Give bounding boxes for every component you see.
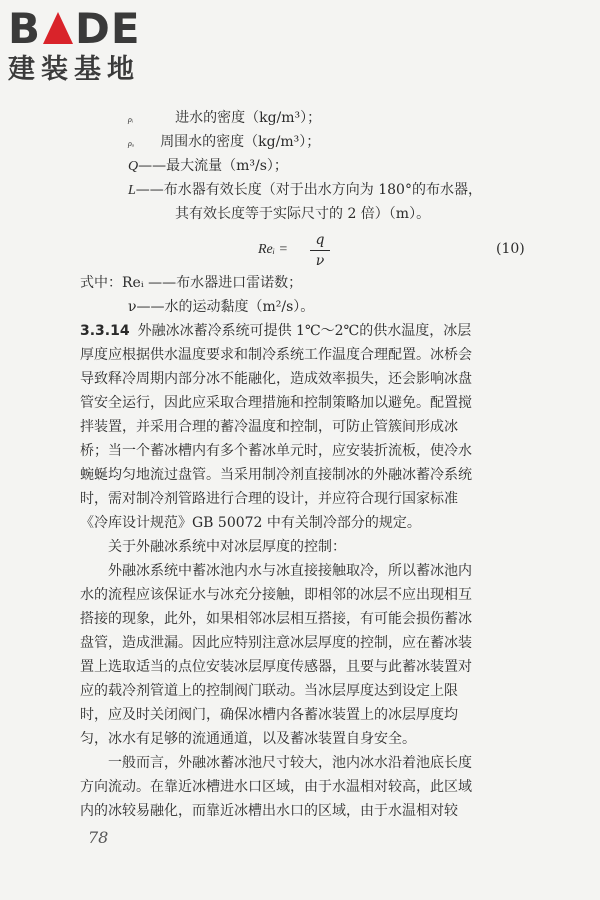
- body-line: 桥；当一个蓄冰槽内有多个蓄冰单元时，应安装折流板，使冷水: [80, 443, 472, 459]
- logo-letters-de: DE: [75, 4, 141, 53]
- body-line: 拌装置，并采用合理的蓄冷温度和控制，可防止管簇间形成冰: [80, 419, 458, 435]
- body-line: 管安全运行，因此应采取合理措施和控制策略加以避免。配置搅: [80, 395, 472, 411]
- equation-numerator: q: [315, 232, 325, 248]
- fraction-bar: [310, 250, 330, 251]
- equation-lhs: Reᵢ =: [258, 242, 288, 257]
- equation-denominator: ν: [315, 253, 325, 269]
- body-line: 时，应及时关闭阀门，确保冰槽内各蓄冰装置上的冰层厚度均: [80, 707, 458, 723]
- logo-wordmark: [8, 6, 178, 52]
- body-line: 《冷库设计规范》GB 50072 中有关制冷部分的规定。: [80, 515, 421, 531]
- body-line: 内的冰较易融化，而靠近冰槽出水口的区域，由于水温相对较: [80, 803, 458, 819]
- def-l: L——布水器有效长度（对于出水方向为 180°的布水器，: [128, 182, 482, 198]
- body-line: 置上选取适当的点位安装冰层厚度传感器，且要与此蓄冰装置对: [80, 659, 472, 675]
- body-line: 导致释冷周期内部分冰不能融化，造成效率损失，还会影响冰盘: [80, 371, 472, 387]
- body-line: 水的流程应该保证水与冰充分接触，即相邻的冰层不应出现相互: [80, 587, 472, 603]
- body-line: 外融冰系统中蓄冰池内水与冰直接接触取冷，所以蓄冰池内: [108, 563, 472, 579]
- body-line: 蜿蜒均匀地流过盘管。当采用制冷剂直接制冰的外融冰蓄冷系统: [80, 467, 472, 483]
- section-number: 3.3.14: [80, 323, 130, 339]
- def-rho-i: ρᵢ 进水的密度（kg/m³）；: [128, 110, 322, 126]
- def-re: 式中：Reᵢ ——布水器进口雷诺数；: [80, 275, 303, 291]
- body-line: 盘管，造成泄漏。因此应特别注意冰层厚度的控制，应在蓄冰装: [80, 635, 472, 651]
- subheading-line: 关于外融冰系统中对冰层厚度的控制：: [108, 539, 346, 555]
- equation-fraction: [310, 232, 330, 269]
- section-first-line: 3.3.14 外融冰冰蓄冷系统可提供 1℃～2℃的供水温度，冰层: [80, 323, 472, 339]
- logo-letter-b: B: [8, 4, 42, 53]
- page-number: 78: [88, 828, 109, 847]
- body-line: 应的载冷剂管道上的控制阀门联动。当冰层厚度达到设定上限: [80, 683, 458, 699]
- logo: [8, 6, 178, 86]
- logo-triangle-icon: [43, 12, 73, 44]
- body-line: 方向流动。在靠近冰槽进水口区域，由于水温相对较高，此区域: [80, 779, 472, 795]
- def-rho-a: ρₐ 周围水的密度（kg/m³）；: [128, 134, 321, 150]
- body-line: 厚度应根据供水温度要求和制冷系统工作温度合理配置。冰桥会: [80, 347, 472, 363]
- body-line: 一般而言，外融冰蓄冰池尺寸较大，池内冰水沿着池底长度: [108, 755, 472, 771]
- equation-number: (10): [496, 241, 525, 257]
- logo-cn-text: 建装基地: [8, 54, 140, 85]
- body-line: 搭接的现象，此外，如果相邻冰层相互搭接，有可能会损伤蓄冰: [80, 611, 472, 627]
- def-l-cont: 其有效长度等于实际尺寸的 2 倍）（m）。: [175, 206, 431, 222]
- def-nu: ν——水的运动黏度（m²/s）。: [128, 299, 315, 315]
- def-q: Q——最大流量（m³/s）；: [128, 158, 288, 174]
- body-line: 时，需对制冷剂管路进行合理的设计，并应符合现行国家标准: [80, 491, 458, 507]
- body-line: 匀，冰水有足够的流通通道，以及蓄冰装置自身安全。: [80, 731, 416, 747]
